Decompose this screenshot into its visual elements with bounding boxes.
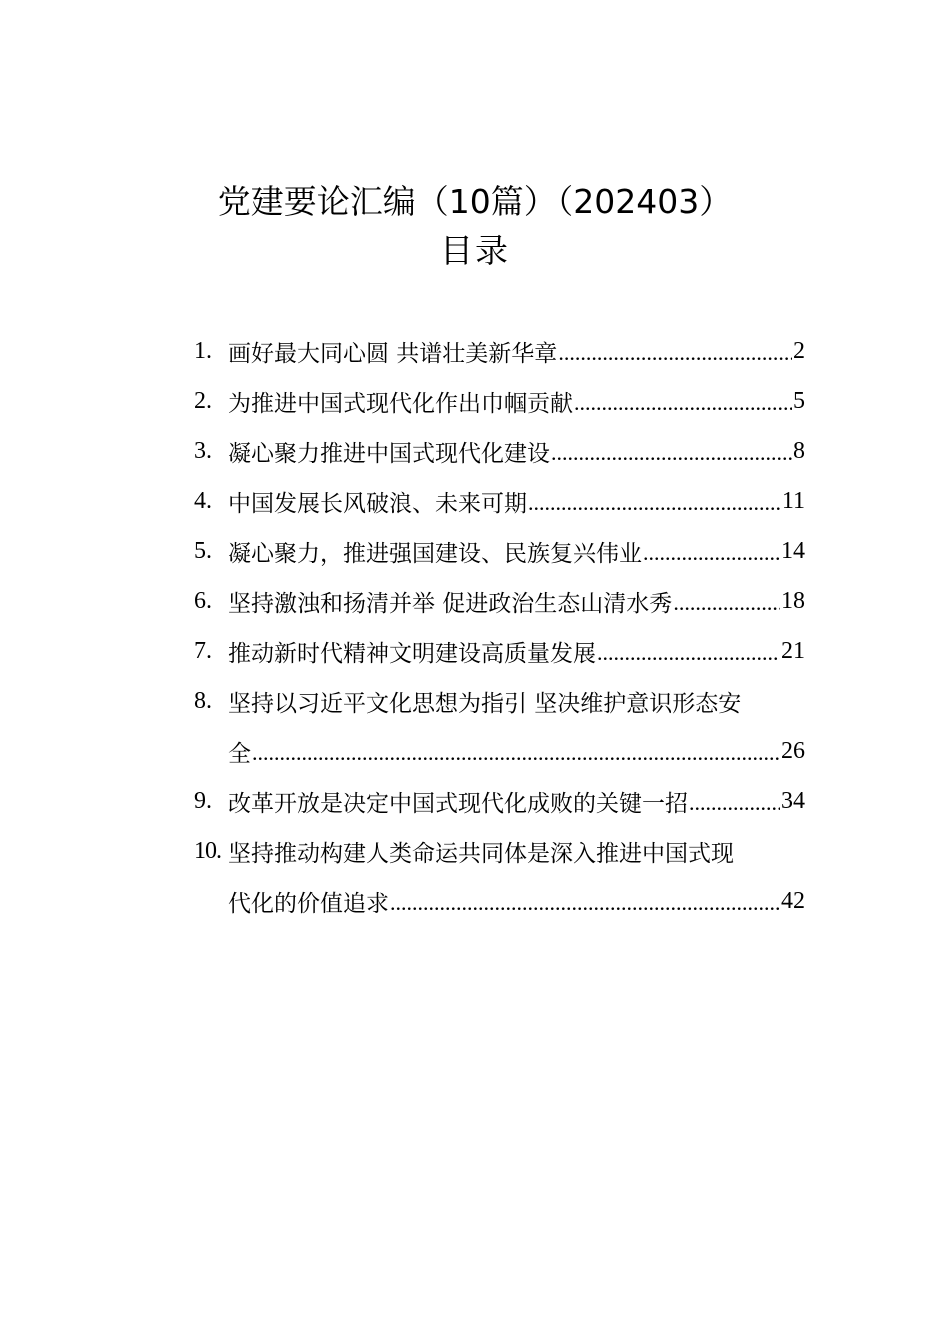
toc-entry-title-line1: 坚持以习近平文化思想为指引 坚决维护意识形态安 — [228, 690, 742, 717]
dot-leader — [574, 387, 792, 415]
toc-entry-number: 2. — [194, 387, 212, 414]
toc-entry-number: 6. — [194, 587, 212, 614]
toc-entry-title: 画好最大同心圆 共谱壮美新华章 — [228, 340, 558, 367]
dot-leader — [689, 787, 780, 815]
toc-entry-page: 5 — [793, 387, 805, 414]
toc-entry-title-line2: 代化的价值追求 — [228, 890, 389, 917]
toc-entry-title: 推动新时代精神文明建设高质量发展 — [228, 640, 596, 667]
toc-entry-page: 11 — [781, 487, 805, 514]
toc-entry-page: 14 — [781, 537, 805, 564]
dot-leader — [390, 887, 780, 915]
toc-heading: 目录 — [440, 231, 510, 270]
toc-entry-8[interactable] — [194, 676, 805, 726]
toc-entry-8-continued[interactable] — [194, 726, 805, 776]
toc-entry-title-line2: 全 — [228, 740, 251, 767]
toc-entry-number: 10. — [194, 837, 221, 864]
toc-entry-5[interactable] — [194, 526, 805, 576]
toc-entry-page: 42 — [781, 887, 805, 914]
dot-leader — [643, 537, 780, 565]
toc-entry-6[interactable] — [194, 576, 805, 626]
toc-entry-title-line1: 坚持推动构建人类命运共同体是深入推进中国式现 — [228, 840, 734, 867]
toc-entry-title: 改革开放是决定中国式现代化成败的关键一招 — [228, 790, 688, 817]
toc-entry-4[interactable] — [194, 476, 805, 526]
toc-entry-title: 坚持激浊和扬清并举 促进政治生态山清水秀 — [228, 590, 673, 617]
toc-entry-number: 4. — [194, 487, 212, 514]
dot-leader — [558, 337, 792, 365]
toc-entry-1[interactable] — [194, 326, 805, 376]
toc-entry-10[interactable] — [194, 826, 805, 876]
toc-entry-7[interactable] — [194, 626, 805, 676]
toc-entry-number: 7. — [194, 637, 212, 664]
document-title: 党建要论汇编（10篇）（202403） — [217, 182, 733, 221]
toc-entry-title: 凝心聚力，推进强国建设、民族复兴伟业 — [228, 540, 642, 567]
toc-entry-3[interactable] — [194, 426, 805, 476]
table-of-contents — [194, 326, 805, 926]
toc-entry-number: 8. — [194, 687, 212, 714]
toc-entry-number: 3. — [194, 437, 212, 464]
toc-entry-2[interactable] — [194, 376, 805, 426]
toc-entry-title: 凝心聚力推进中国式现代化建设 — [228, 440, 550, 467]
toc-entry-page: 21 — [781, 637, 805, 664]
toc-entry-page: 18 — [781, 587, 805, 614]
toc-entry-number: 1. — [194, 337, 212, 364]
toc-entry-page: 26 — [781, 737, 805, 764]
toc-entry-page: 34 — [781, 787, 805, 814]
dot-leader — [597, 637, 780, 665]
toc-entry-page: 8 — [793, 437, 805, 464]
dot-leader — [528, 487, 781, 515]
toc-entry-number: 9. — [194, 787, 212, 814]
toc-entry-title: 为推进中国式现代化作出巾帼贡献 — [228, 390, 573, 417]
dot-leader — [551, 437, 792, 465]
toc-entry-10-continued[interactable] — [194, 876, 805, 926]
dot-leader — [252, 737, 780, 765]
toc-entry-number: 5. — [194, 537, 212, 564]
toc-entry-9[interactable] — [194, 776, 805, 826]
toc-entry-page: 2 — [793, 337, 805, 364]
toc-entry-title: 中国发展长风破浪、未来可期 — [228, 490, 527, 517]
dot-leader — [673, 587, 780, 615]
